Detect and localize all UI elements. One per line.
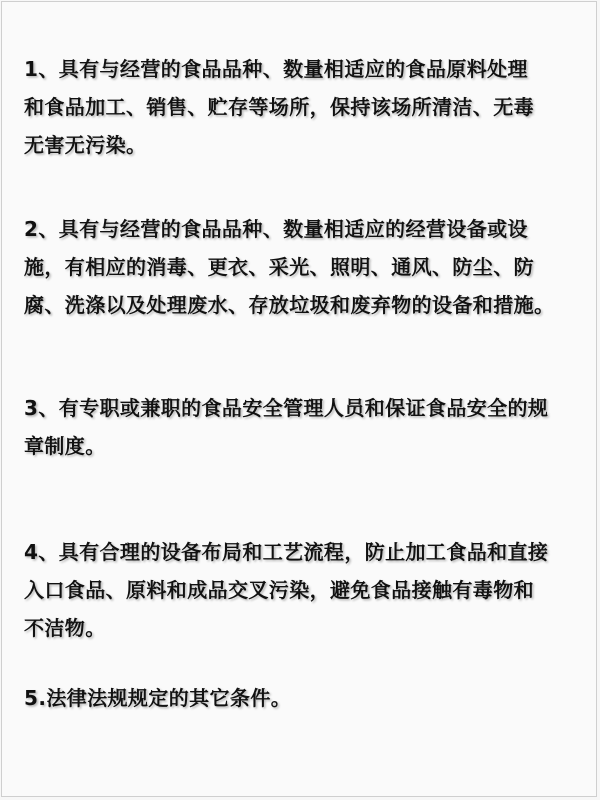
requirement-item-5 (24, 679, 580, 717)
document-frame (1, 1, 597, 797)
requirement-3-line-1: 3、有专职或兼职的食品安全管理人员和保证食品安全的规 (24, 396, 549, 420)
requirement-item-1 (24, 50, 580, 164)
requirement-1-line-1: 1、具有与经营的食品品种、数量相适应的食品原料处理 (24, 57, 528, 81)
requirement-1-line-2: 和食品加工、销售、贮存等场所，保持该场所清洁、无毒 (24, 95, 534, 119)
requirement-item-2 (24, 210, 580, 324)
requirement-2-line-3: 腐、洗涤以及处理废水、存放垃圾和废弃物的设备和措施。 (24, 293, 555, 317)
requirement-item-3 (24, 389, 580, 465)
requirement-5-line-1: 5.法律法规规定的其它条件。 (24, 686, 292, 710)
requirement-item-4 (24, 533, 580, 647)
requirement-4-line-2: 入口食品、原料和成品交叉污染，避免食品接触有毒物和 (24, 578, 534, 602)
requirement-2-line-1: 2、具有与经营的食品品种、数量相适应的经营设备或设 (24, 217, 528, 241)
requirement-4-line-3: 不洁物。 (24, 616, 106, 640)
requirement-4-line-1: 4、具有合理的设备布局和工艺流程，防止加工食品和直接 (24, 540, 549, 564)
requirement-2-line-2: 施，有相应的消毒、更衣、采光、照明、通风、防尘、防 (24, 255, 534, 279)
requirement-1-line-3: 无害无污染。 (24, 133, 147, 157)
requirement-3-line-2: 章制度。 (24, 434, 106, 458)
